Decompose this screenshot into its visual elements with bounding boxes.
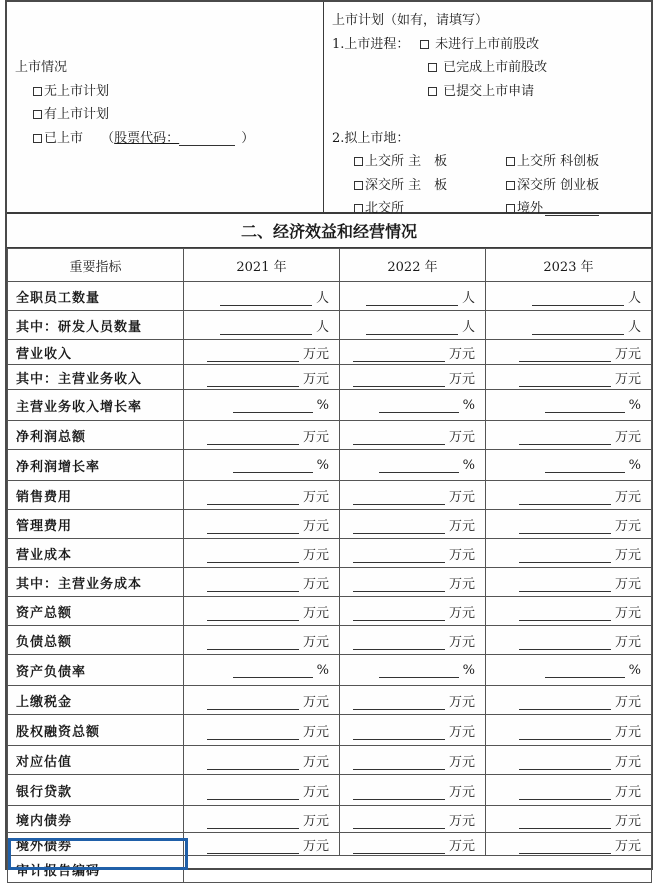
unit-label: 万元 (448, 547, 475, 563)
venue-szse-main[interactable]: 深交所 主 板 (354, 174, 447, 193)
metric-label: 全职员工数量 (8, 282, 184, 311)
value-field-2021[interactable] (184, 421, 340, 450)
unit-label: % (316, 397, 329, 413)
value-field-2022[interactable] (340, 686, 486, 715)
value-field-2022[interactable] (340, 833, 486, 856)
unit-label: % (628, 457, 641, 473)
metric-label: 净利润增长率 (8, 450, 184, 481)
fill-line[interactable] (207, 348, 299, 362)
value-field-2021[interactable] (184, 340, 340, 365)
stock-code-label: 股票代码： (114, 131, 180, 146)
audit-report-label: 审计报告编码 (8, 856, 184, 883)
value-field-2022[interactable] (340, 390, 486, 421)
value-field-2023[interactable] (486, 510, 652, 539)
fill-line[interactable] (353, 520, 445, 534)
unit-label: 万元 (302, 346, 329, 362)
metric-label: 其中：主营业务成本 (8, 568, 184, 597)
metric-label: 净利润总额 (8, 421, 184, 450)
metric-label: 负债总额 (8, 626, 184, 655)
metric-label: 主营业务收入增长率 (8, 390, 184, 421)
metric-label: 股权融资总额 (8, 715, 184, 746)
table-row (8, 282, 652, 311)
value-field-2021[interactable] (184, 715, 340, 746)
value-field-2023[interactable] (486, 539, 652, 568)
value-field-2023[interactable] (486, 311, 652, 340)
table-row (8, 597, 652, 626)
unit-label: 万元 (448, 724, 475, 740)
unit-label: 万元 (614, 429, 641, 445)
unit-label: 万元 (302, 634, 329, 650)
value-field-2023[interactable] (486, 597, 652, 626)
unit-label: 万元 (302, 838, 329, 854)
unit-label: 万元 (302, 547, 329, 563)
table-row (8, 450, 652, 481)
value-field-2023[interactable] (486, 715, 652, 746)
unit-label: 万元 (302, 489, 329, 505)
venue-bse[interactable]: 北交所 (354, 197, 404, 216)
fill-line[interactable] (207, 726, 299, 740)
value-field-2021[interactable] (184, 568, 340, 597)
fill-line[interactable] (207, 491, 299, 505)
unit-label: 万元 (614, 576, 641, 592)
unit-label: 人 (627, 290, 641, 306)
value-field-2022[interactable] (340, 365, 486, 390)
unit-label: % (628, 397, 641, 413)
value-field-2021[interactable] (184, 365, 340, 390)
fill-line[interactable] (207, 431, 299, 445)
value-field-2023[interactable] (486, 340, 652, 365)
fill-line[interactable] (519, 756, 611, 770)
checkbox-icon[interactable] (354, 181, 363, 190)
listing-section (7, 2, 651, 214)
option-no-plan[interactable]: 无上市计划 (33, 80, 109, 99)
checkbox-icon[interactable] (428, 63, 437, 72)
fill-line[interactable] (519, 373, 611, 387)
value-field-2022[interactable] (340, 450, 486, 481)
value-field-2021[interactable] (184, 282, 340, 311)
value-field-2023[interactable] (486, 365, 652, 390)
fill-line[interactable] (353, 373, 445, 387)
metric-label: 营业收入 (8, 340, 184, 365)
checkbox-icon[interactable] (506, 157, 515, 166)
value-field-2023[interactable] (486, 655, 652, 686)
header-2021: 2021 年 (184, 249, 340, 282)
value-field-2021[interactable] (184, 655, 340, 686)
unit-label: 万元 (448, 518, 475, 534)
unit-label: 万元 (448, 429, 475, 445)
value-field-2022[interactable] (340, 340, 486, 365)
value-field-2021[interactable] (184, 597, 340, 626)
unit-label: 万元 (302, 754, 329, 770)
value-field-2021[interactable] (184, 539, 340, 568)
fill-line[interactable] (353, 756, 445, 770)
unit-label: 万元 (302, 813, 329, 829)
fill-line[interactable] (379, 664, 459, 678)
value-field-2023[interactable] (486, 450, 652, 481)
value-field-2022[interactable] (340, 311, 486, 340)
venue-sse-main[interactable]: 上交所 主 板 (354, 150, 447, 169)
metric-label: 境内债券 (8, 806, 184, 833)
metric-label: 资产总额 (8, 597, 184, 626)
value-field-2023[interactable] (486, 282, 652, 311)
fill-line[interactable] (233, 459, 313, 473)
fill-line[interactable] (207, 815, 299, 829)
progress-option-3[interactable]: 已提交上市申请 (428, 80, 534, 99)
table-row (8, 626, 652, 655)
value-field-2023[interactable] (486, 746, 652, 775)
value-field-2021[interactable] (184, 390, 340, 421)
table-row (8, 655, 652, 686)
fill-line[interactable] (519, 815, 611, 829)
unit-label: 万元 (302, 694, 329, 710)
unit-label: 万元 (448, 838, 475, 854)
fill-line[interactable] (207, 636, 299, 650)
fill-line[interactable] (207, 373, 299, 387)
value-field-2021[interactable] (184, 746, 340, 775)
unit-label: 万元 (448, 346, 475, 362)
unit-label: 万元 (614, 371, 641, 387)
metric-label: 其中：研发人员数量 (8, 311, 184, 340)
table-row (8, 421, 652, 450)
section-title: 二、经济效益和经营情况 (7, 214, 651, 248)
venue-label: 2.拟上市地： (332, 131, 410, 146)
value-field-2021[interactable] (184, 626, 340, 655)
value-field-2021[interactable] (184, 833, 340, 856)
fill-line[interactable] (353, 549, 445, 563)
table-row (8, 833, 652, 856)
unit-label: 万元 (614, 694, 641, 710)
value-field-2022[interactable] (340, 568, 486, 597)
fill-line[interactable] (519, 696, 611, 710)
unit-label: 万元 (614, 518, 641, 534)
metric-label: 营业成本 (8, 539, 184, 568)
metric-label: 对应估值 (8, 746, 184, 775)
unit-label: 万元 (302, 724, 329, 740)
fill-line[interactable] (519, 636, 611, 650)
value-field-2023[interactable] (486, 686, 652, 715)
fill-line[interactable] (353, 578, 445, 592)
fill-line[interactable] (207, 578, 299, 592)
unit-label: 人 (627, 319, 641, 335)
fill-line[interactable] (519, 549, 611, 563)
value-field-2023[interactable] (486, 421, 652, 450)
fill-line[interactable] (207, 607, 299, 621)
fill-line[interactable] (207, 756, 299, 770)
value-field-2022[interactable] (340, 655, 486, 686)
unit-label: 万元 (614, 813, 641, 829)
fill-line[interactable] (379, 459, 459, 473)
unit-label: 万元 (302, 605, 329, 621)
table-header-row (8, 249, 652, 282)
form-frame (5, 0, 653, 879)
fill-line[interactable] (207, 549, 299, 563)
option-has-plan[interactable]: 有上市计划 (33, 103, 109, 122)
value-field-2021[interactable] (184, 481, 340, 510)
value-field-2022[interactable] (340, 597, 486, 626)
fill-line[interactable] (353, 696, 445, 710)
table-row (8, 686, 652, 715)
checkbox-icon[interactable] (33, 110, 42, 119)
stock-code-field[interactable] (179, 145, 235, 146)
checkbox-icon[interactable] (420, 40, 429, 49)
value-field-2023[interactable] (486, 626, 652, 655)
unit-label: 人 (461, 290, 475, 306)
listing-status-title: 上市情况 (15, 60, 68, 75)
value-field-2022[interactable] (340, 539, 486, 568)
checkbox-icon[interactable] (33, 134, 42, 143)
fill-line[interactable] (353, 348, 445, 362)
unit-label: 万元 (614, 634, 641, 650)
metric-label: 银行贷款 (8, 775, 184, 806)
progress-option-1[interactable]: 未进行上市前股改 (420, 33, 539, 52)
metric-label: 管理费用 (8, 510, 184, 539)
unit-label: 万元 (614, 489, 641, 505)
unit-label: % (462, 457, 475, 473)
fill-line[interactable] (532, 321, 624, 335)
audit-row (8, 856, 652, 883)
header-2023: 2023 年 (486, 249, 652, 282)
unit-label: 万元 (448, 813, 475, 829)
unit-label: % (316, 662, 329, 678)
metric-label: 其中：主营业务收入 (8, 365, 184, 390)
unit-label: 万元 (302, 576, 329, 592)
unit-label: 万元 (614, 784, 641, 800)
fill-line[interactable] (220, 321, 312, 335)
fill-line[interactable] (207, 840, 299, 854)
fill-line[interactable] (233, 664, 313, 678)
unit-label: 万元 (614, 724, 641, 740)
checkbox-icon[interactable] (33, 87, 42, 96)
fill-line[interactable] (353, 840, 445, 854)
fill-line[interactable] (519, 431, 611, 445)
table-row (8, 539, 652, 568)
table-row (8, 481, 652, 510)
fill-line[interactable] (353, 815, 445, 829)
value-field-2021[interactable] (184, 510, 340, 539)
header-2022: 2022 年 (340, 249, 486, 282)
fill-line[interactable] (519, 726, 611, 740)
metrics-table (7, 248, 652, 883)
value-field-2023[interactable] (486, 833, 652, 856)
unit-label: 万元 (448, 754, 475, 770)
listing-plan-title: 上市计划（如有，请填写） (332, 13, 489, 28)
fill-line[interactable] (519, 786, 611, 800)
unit-label: 万元 (302, 429, 329, 445)
fill-line[interactable] (519, 840, 611, 854)
metric-label: 上缴税金 (8, 686, 184, 715)
fill-line[interactable] (353, 726, 445, 740)
header-indicator: 重要指标 (8, 249, 184, 282)
fill-line[interactable] (207, 786, 299, 800)
unit-label: 万元 (448, 784, 475, 800)
table-row (8, 568, 652, 597)
table-row (8, 715, 652, 746)
value-field-2023[interactable] (486, 806, 652, 833)
fill-line[interactable] (366, 292, 458, 306)
checkbox-icon[interactable] (354, 204, 363, 213)
value-field-2021[interactable] (184, 686, 340, 715)
audit-report-field[interactable] (184, 856, 652, 883)
fill-line[interactable] (207, 696, 299, 710)
value-field-2022[interactable] (340, 626, 486, 655)
unit-label: 万元 (448, 371, 475, 387)
unit-label: 万元 (448, 694, 475, 710)
unit-label: 万元 (448, 634, 475, 650)
value-field-2022[interactable] (340, 806, 486, 833)
venue-overseas[interactable]: 境外 (506, 197, 599, 216)
checkbox-icon[interactable] (354, 157, 363, 166)
table-row (8, 311, 652, 340)
value-field-2023[interactable] (486, 390, 652, 421)
fill-line[interactable] (353, 491, 445, 505)
fill-line[interactable] (519, 607, 611, 621)
value-field-2021[interactable] (184, 775, 340, 806)
value-field-2021[interactable] (184, 311, 340, 340)
fill-line[interactable] (532, 292, 624, 306)
fill-line[interactable] (353, 636, 445, 650)
unit-label: 万元 (614, 547, 641, 563)
value-field-2023[interactable] (486, 775, 652, 806)
fill-line[interactable] (353, 786, 445, 800)
venue-sse-star[interactable]: 上交所 科创板 (506, 150, 599, 169)
metric-label: 境外债券 (8, 833, 184, 856)
unit-label: % (462, 397, 475, 413)
metric-label: 资产负债率 (8, 655, 184, 686)
table-row (8, 746, 652, 775)
unit-label: % (628, 662, 641, 678)
fill-line[interactable] (519, 491, 611, 505)
checkbox-icon[interactable] (506, 204, 515, 213)
unit-label: 人 (315, 290, 329, 306)
unit-label: % (316, 457, 329, 473)
progress-option-2[interactable]: 已完成上市前股改 (428, 56, 547, 75)
unit-label: 万元 (614, 838, 641, 854)
value-field-2022[interactable] (340, 775, 486, 806)
value-field-2022[interactable] (340, 421, 486, 450)
unit-label: 万元 (614, 346, 641, 362)
option-listed[interactable]: 已上市 （股票代码： ） (33, 127, 254, 146)
unit-label: 万元 (614, 605, 641, 621)
listing-plan-cell (324, 2, 651, 216)
value-field-2022[interactable] (340, 481, 486, 510)
unit-label: 万元 (302, 518, 329, 534)
unit-label: 人 (315, 319, 329, 335)
unit-label: 万元 (448, 576, 475, 592)
value-field-2022[interactable] (340, 715, 486, 746)
value-field-2021[interactable] (184, 806, 340, 833)
fill-line[interactable] (207, 520, 299, 534)
fill-line[interactable] (545, 664, 625, 678)
fill-line[interactable] (353, 607, 445, 621)
unit-label: 万元 (614, 754, 641, 770)
fill-line[interactable] (379, 399, 459, 413)
fill-line[interactable] (519, 520, 611, 534)
fill-line[interactable] (545, 399, 625, 413)
table-row (8, 340, 652, 365)
progress-label: 1.上市进程： (332, 37, 410, 52)
value-field-2021[interactable] (184, 450, 340, 481)
unit-label: 万元 (448, 605, 475, 621)
value-field-2023[interactable] (486, 481, 652, 510)
value-field-2022[interactable] (340, 746, 486, 775)
fill-line[interactable] (545, 459, 625, 473)
fill-line[interactable] (366, 321, 458, 335)
table-row (8, 390, 652, 421)
venue-szse-chinext[interactable]: 深交所 创业板 (506, 174, 599, 193)
unit-label: 万元 (448, 489, 475, 505)
unit-label: % (462, 662, 475, 678)
unit-label: 万元 (302, 371, 329, 387)
listing-status-cell (7, 2, 324, 212)
fill-line[interactable] (519, 348, 611, 362)
checkbox-icon[interactable] (428, 87, 437, 96)
fill-line[interactable] (233, 399, 313, 413)
table-row (8, 775, 652, 806)
unit-label: 万元 (302, 784, 329, 800)
value-field-2023[interactable] (486, 568, 652, 597)
table-row (8, 806, 652, 833)
table-row (8, 365, 652, 390)
metric-label: 销售费用 (8, 481, 184, 510)
fill-line[interactable] (353, 431, 445, 445)
table-row (8, 510, 652, 539)
fill-line[interactable] (220, 292, 312, 306)
unit-label: 人 (461, 319, 475, 335)
value-field-2022[interactable] (340, 510, 486, 539)
value-field-2022[interactable] (340, 282, 486, 311)
checkbox-icon[interactable] (506, 181, 515, 190)
fill-line[interactable] (519, 578, 611, 592)
